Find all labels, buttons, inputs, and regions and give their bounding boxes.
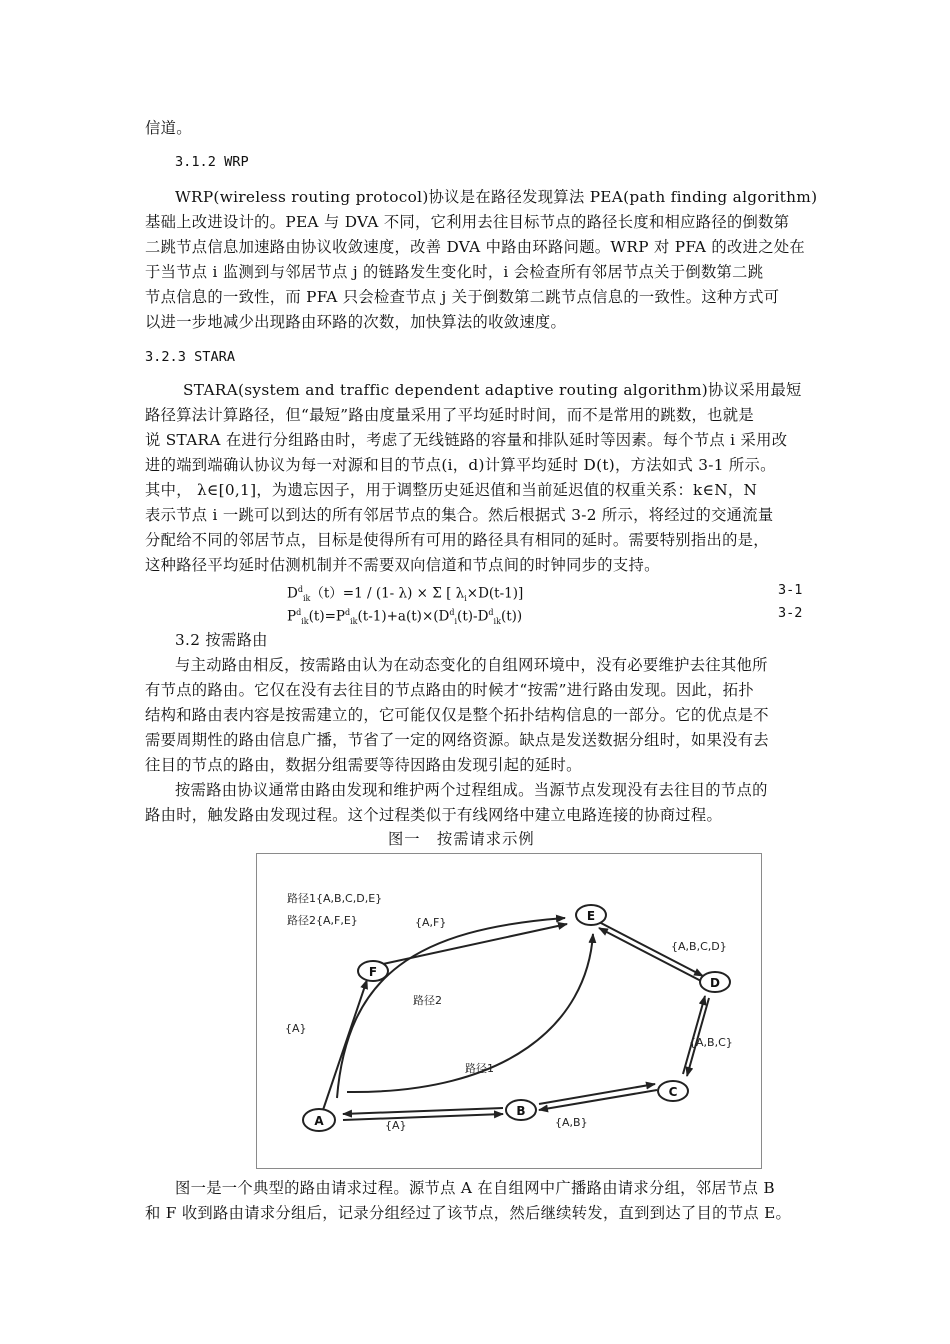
paragraph-line: 二跳节点信息加速路由协议收敛速度，改善 DVA 中路由环路问题。WRP 对 PFA 的改进之处在	[145, 238, 806, 256]
section-heading-stara: 3.2.3 STARA	[145, 349, 236, 365]
paragraph-line: 表示节点 i 一跳可以到达的所有邻居节点的集合。然后根据式 3-2 所示，将经过的交通流量	[145, 506, 774, 524]
eq1-sub-lambda: i	[464, 594, 467, 604]
paragraph-line: 与主动路由相反，按需路由认为在动态变化的自组网环境中，没有必要维护去往其他所	[175, 656, 768, 674]
eq2-sup: d	[488, 608, 494, 617]
section-heading-wrp: 3.1.2 WRP	[175, 154, 249, 170]
paragraph-line: 分配给不同的邻居节点，目标是使得所有可用的路径具有相同的延时。需要特别指出的是，	[145, 531, 769, 549]
paragraph-line: 基础上改进设计的。PEA 与 DVA 不同，它利用去往目标节点的路径长度和相应路径的倒数第	[145, 213, 790, 231]
edge-b-a	[343, 1108, 503, 1114]
eq2-sub: ik	[493, 617, 501, 627]
edge-label-path2: 路径2	[413, 994, 442, 1007]
eq2-body: (t)=P	[308, 608, 345, 625]
eq2-sup: d	[296, 608, 302, 617]
paragraph-line: 路径算法计算路径，但“最短”路由度量采用了平均延时时间，而不是常用的跳数，也就是	[145, 406, 754, 424]
node-label-a: A	[314, 1114, 324, 1128]
eq2-sup: d	[344, 608, 351, 617]
eq2-tail: (t))	[500, 608, 523, 625]
edge-label-cd: {A,B,C}	[689, 1036, 733, 1049]
paragraph-line: 和 F 收到路由请求分组后，记录分组经过了该节点，然后继续转发，直到到达了目的节点 E。	[145, 1204, 792, 1222]
edge-label-de: {A,B,C,D}	[671, 940, 727, 953]
paragraph-line: 有节点的路由。它仅在没有去往目的节点路由的时候才“按需”进行路由发现。因此，拓扑	[145, 681, 754, 699]
edge-label-fe: {A,F}	[415, 916, 447, 929]
figure-caption: 图一 按需请求示例	[388, 830, 535, 848]
node-label-b: B	[516, 1104, 526, 1118]
paragraph-line: WRP(wireless routing protocol)协议是在路径发现算法 PEA(path finding algorithm)	[175, 188, 818, 206]
paragraph-line: 以进一步地减少出现路由环路的次数，加快算法的收敛速度。	[145, 313, 567, 331]
edge-label-ab: {A}	[385, 1119, 407, 1132]
node-label-f: F	[368, 965, 378, 979]
paragraph-line: 往目的节点的路由，数据分组需要等待因路由发现引起的延时。	[145, 756, 582, 774]
eq2-sup: d	[449, 608, 455, 617]
equation-number-3-1: 3-1	[778, 582, 803, 598]
paragraph-line: 节点信息的一致性，而 PFA 只会检查节点 j 关于倒数第二跳节点信息的一致性。这种方式可	[145, 288, 780, 306]
paragraph-line: 需要周期性的路由信息广播，节省了一定的网络资源。缺点是发送数据分组时，如果没有去	[145, 731, 769, 749]
legend-path2: 路径2{A,F,E}	[287, 914, 358, 927]
paragraph-line: 进的端到端确认协议为每一对源和目的节点(i，d)计算平均延时 D(t)，方法如式 3-1 所示。	[145, 456, 776, 474]
eq1-symbol: D	[287, 585, 298, 602]
edge-label-bc: {A,B}	[555, 1116, 588, 1129]
paragraph-line: STARA(system and traffic dependent adaptive routing algorithm)协议采用最短	[183, 381, 802, 399]
edge-d-e	[599, 928, 703, 982]
paragraph-line: 其中， λ∈[0,1]，为遗忘因子，用于调整历史延迟值和当前延迟值的权重关系：k∈N，N	[145, 481, 758, 499]
eq2-sub: i	[454, 617, 458, 627]
edge-label-path1: 路径1	[465, 1062, 494, 1075]
eq1-body: （t）=1 / (1- λ) × Σ [ λ	[310, 585, 465, 602]
route-diagram	[257, 854, 761, 1168]
eq2-symbol: P	[287, 608, 297, 625]
eq2-body: (t)-D	[457, 608, 489, 625]
route-request-figure	[256, 853, 762, 1169]
eq2-sub: ik	[350, 617, 358, 627]
node-label-c: C	[668, 1085, 678, 1099]
paragraph-line: 结构和路由表内容是按需建立的，它可能仅仅是整个拓扑结构信息的一部分。它的优点是不	[145, 706, 769, 724]
paragraph-line: 图一是一个典型的路由请求过程。源节点 A 在自组网中广播路由请求分组，邻居节点 B	[175, 1179, 775, 1197]
node-label-e: E	[586, 909, 596, 923]
equation-number-3-2: 3-2	[778, 605, 803, 621]
section-heading-on-demand: 3.2 按需路由	[175, 631, 268, 649]
eq1-sup: d	[297, 585, 303, 594]
paragraph-line: 路由时，触发路由发现过程。这个过程类似于有线网络中建立电路连接的协商过程。	[145, 806, 723, 824]
eq2-sub: ik	[301, 617, 309, 627]
equation-3-2	[287, 604, 522, 631]
edge-a-b	[343, 1114, 503, 1120]
legend-path1: 路径1{A,B,C,D,E}	[287, 892, 383, 905]
paragraph-line: 于当节点 i 监测到与邻居节点 j 的链路发生变化时，i 会检查所有邻居节点关于倒数第二跳	[145, 263, 764, 281]
paragraph-line: 说 STARA 在进行分组路由时，考虑了无线链路的容量和排队延时等因素。每个节点 i 采用改	[145, 431, 788, 449]
paragraph-line: 这种路径平均延时估测机制并不需要双向信道和节点间的时钟同步的支持。	[145, 556, 660, 574]
node-label-d: D	[710, 976, 720, 990]
eq1-sub: ik	[302, 594, 311, 604]
path2-curve	[337, 918, 565, 1098]
eq2-body: (t-1)+a(t)×(D	[357, 608, 450, 625]
edge-c-d	[683, 996, 705, 1074]
edge-a-f	[323, 980, 367, 1110]
paragraph-line: 按需路由协议通常由路由发现和维护两个过程组成。当源节点发现没有去往目的节点的	[175, 781, 768, 799]
edge-label-af: {A}	[285, 1022, 307, 1035]
eq1-tail: ×D(t-1)]	[466, 585, 524, 602]
paragraph-line: 信道。	[145, 119, 192, 137]
